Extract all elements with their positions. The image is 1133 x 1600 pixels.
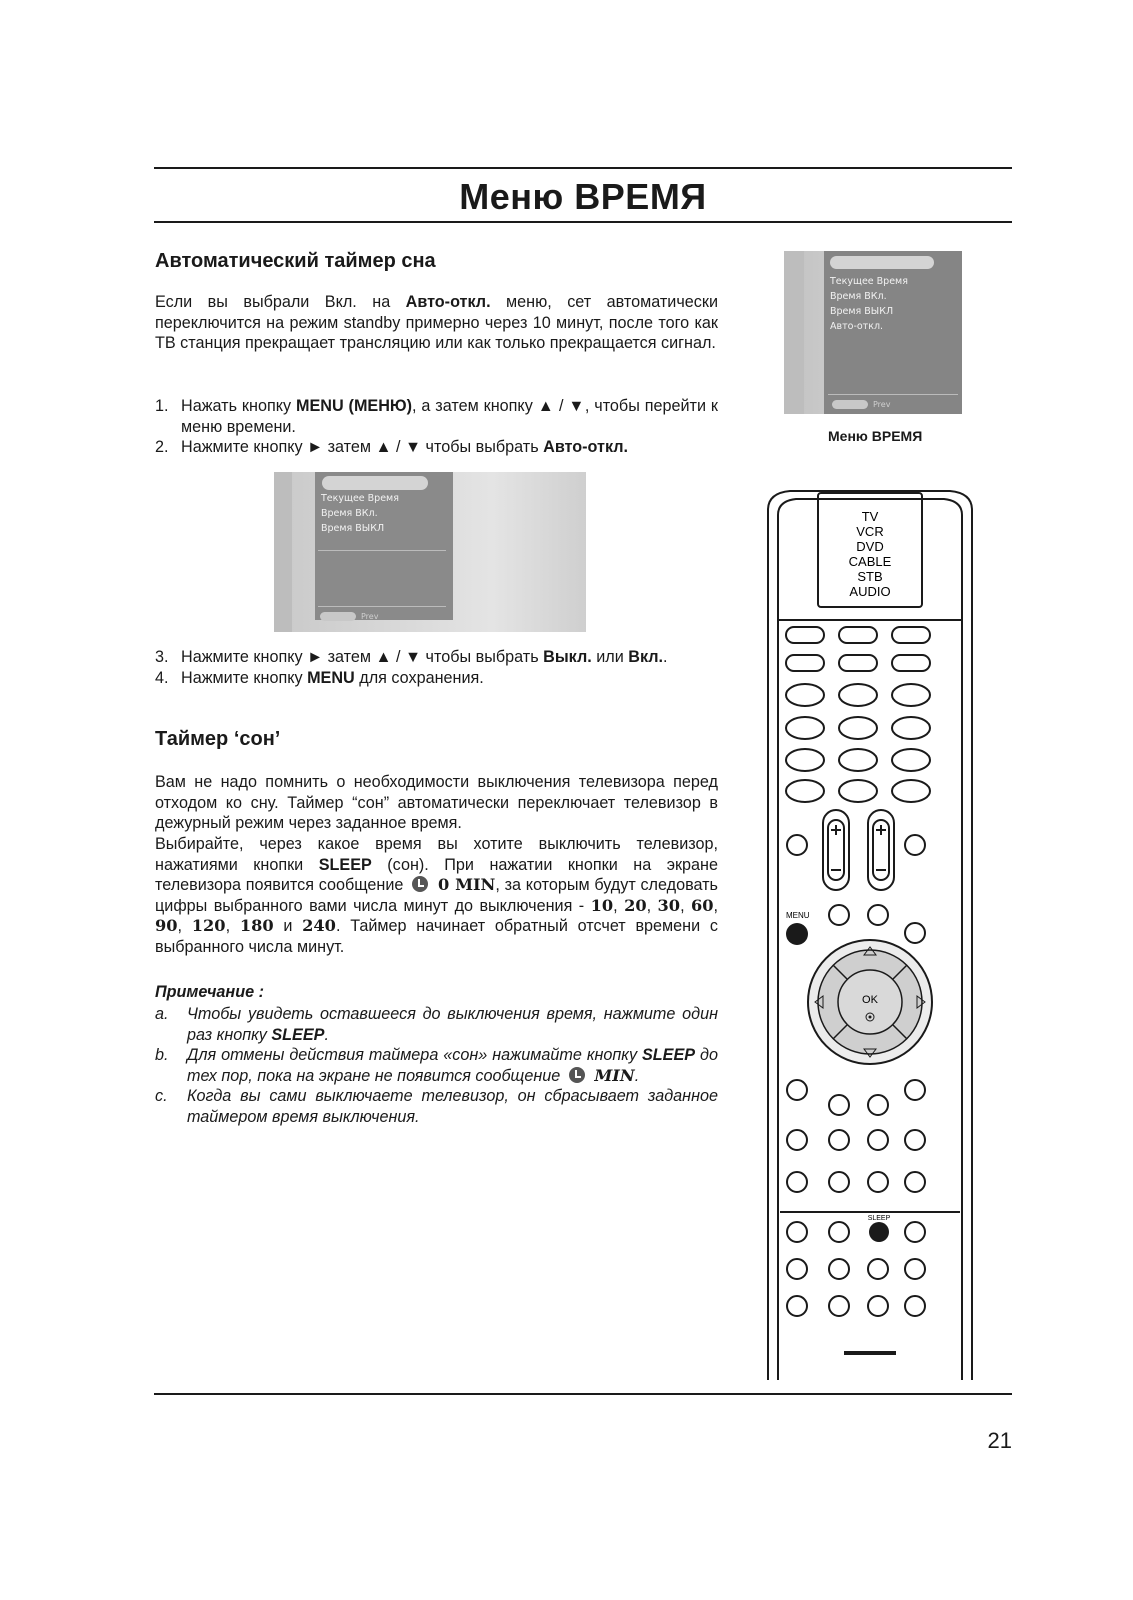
remote-button-icon: [786, 655, 824, 671]
remote-button-icon: [787, 835, 807, 855]
prev-label: Prev: [361, 612, 379, 621]
clock-icon: [569, 1067, 585, 1083]
remote-button-icon: [839, 627, 877, 643]
remote-button-icon: [786, 749, 824, 771]
text-run: .: [324, 1025, 329, 1044]
text-run: , за которым будут следовать цифры выбранного вами числа минут до выключения -: [155, 876, 718, 915]
text-run: .: [634, 1066, 640, 1085]
text-run: ,: [225, 917, 240, 936]
emphasis-text: SLEEP: [318, 855, 372, 874]
remote-mode-label: VCR: [856, 524, 884, 539]
remote-button-icon: [892, 684, 930, 706]
remote-button-icon: [829, 1172, 849, 1192]
emphasis-text: MENU (МЕНЮ): [295, 397, 412, 415]
remote-mode-label: STB: [857, 569, 883, 584]
text-run: Для отмены действия таймера «сон» нажимайте кнопку: [187, 1046, 642, 1065]
prev-button-icon: [320, 612, 356, 621]
list-item: [155, 1086, 718, 1127]
remote-mode-labels: [849, 509, 892, 599]
remote-button-icon: [786, 717, 824, 739]
menu-item: Время ВЫКЛ: [321, 523, 385, 534]
remote-button-icon: [905, 1259, 925, 1279]
remote-button-icon: [905, 1222, 925, 1242]
remote-button-icon: [829, 1222, 849, 1242]
remote-button-icon: [892, 780, 930, 802]
list-item: [155, 647, 718, 668]
list-item-text: [187, 1086, 718, 1127]
menu-item: Текущее Время: [321, 493, 399, 504]
menu-icon-strip: [784, 251, 804, 414]
remote-button-icon: [839, 717, 877, 739]
text-run: (сон). При нажатии кнопки на экране телевизора появится сообщение: [155, 855, 718, 895]
remote-button-icon: [829, 1095, 849, 1115]
remote-button-icon: [787, 1296, 807, 1316]
steps-list-b: [155, 647, 718, 688]
remote-button-icon: [787, 1259, 807, 1279]
emphasis-text: 240: [302, 916, 336, 936]
remote-button-icon: [787, 1172, 807, 1192]
list-item-text: [181, 668, 718, 689]
emphasis-text: 90: [155, 916, 178, 936]
text-run: .: [663, 648, 668, 666]
text-run: до тех пор, пока на экране не появится сообщение: [187, 1046, 718, 1085]
remote-button-icon: [839, 684, 877, 706]
remote-button-icon: [868, 1296, 888, 1316]
remote-button-icon: [786, 780, 824, 802]
text-run: ,: [680, 896, 691, 915]
text-run: и: [273, 917, 303, 936]
list-item-number: 4.: [155, 668, 169, 687]
text-run: Нажмите кнопку ► затем ▲ / ▼ чтобы выбрать: [181, 648, 544, 666]
steps-list-a: [155, 396, 718, 458]
list-item: [155, 396, 718, 437]
emphasis-text: MIN: [588, 1065, 635, 1085]
text-run: ,: [646, 896, 658, 915]
remote-button-icon: [868, 1095, 888, 1115]
remote-button-icon: [829, 1296, 849, 1316]
menu-item: Время ВКл.: [321, 508, 378, 519]
list-item-text: [181, 396, 718, 437]
remote-button-icon: [868, 905, 888, 925]
emphasis-text: Вкл.: [628, 648, 664, 666]
emphasis-text: 20: [624, 895, 647, 915]
remote-button-icon: [868, 1172, 888, 1192]
list-item-text: [181, 647, 718, 668]
emphasis-text: SLEEP: [642, 1046, 696, 1065]
emphasis-text: Авто-откл.: [543, 438, 629, 457]
remote-button-icon: [905, 923, 925, 943]
remote-button-icon: [839, 780, 877, 802]
remote-button-icon: [839, 655, 877, 671]
menu-screenshot-side: [784, 251, 962, 414]
remote-button-icon: [905, 835, 925, 855]
text-run: Нажмите кнопку ► затем ▲ / ▼ чтобы выбрать: [181, 438, 544, 457]
remote-button-icon: [829, 905, 849, 925]
sleep-button-highlight: [869, 1222, 889, 1242]
list-item-number: 1.: [155, 397, 169, 415]
text-run: ,: [713, 896, 719, 915]
remote-button-icon: [892, 749, 930, 771]
text-run: Если вы выбрали Вкл. на: [155, 293, 406, 311]
header-rule-bottom: [154, 221, 1012, 223]
section-heading-sleep-timer: Таймер ‘сон’: [155, 728, 281, 750]
remote-button-icon: [829, 1259, 849, 1279]
remote-button-icon: [786, 627, 824, 643]
remote-menu-label: MENU: [786, 911, 810, 920]
list-item-number: 3.: [155, 648, 169, 666]
text-run: Выбирайте, через какое время вы хотите выключить телевизор, нажатиями кнопки: [155, 835, 718, 874]
list-item-number: b.: [155, 1046, 169, 1065]
menu-item: Время ВКл.: [830, 291, 887, 302]
emphasis-text: 60: [691, 895, 714, 915]
note-title: Примечание :: [155, 983, 264, 1001]
menu-highlight: [322, 476, 428, 490]
remote-button-icon: [829, 1130, 849, 1150]
menu-icon-strip: [274, 472, 292, 632]
remote-button-icon: [892, 627, 930, 643]
list-item-text: [187, 1004, 718, 1045]
remote-mode-label: TV: [861, 509, 879, 524]
list-item: [155, 668, 718, 689]
emphasis-text: 30: [657, 895, 681, 915]
menu-highlight: [830, 256, 934, 269]
ok-label: OK: [862, 994, 878, 1006]
page-number: 21: [987, 1428, 1012, 1453]
emphasis-text: Выкл.: [543, 648, 592, 666]
text-run: Когда вы сами выключаете телевизор, он сбрасывает заданное таймером время выключения.: [187, 1087, 718, 1126]
menu-item: Время ВЫКЛ: [830, 306, 894, 317]
list-item: [155, 1004, 718, 1045]
remote-mode-label: DVD: [856, 539, 884, 554]
emphasis-text: 120: [191, 916, 226, 936]
remote-control-illustration: [760, 485, 980, 1385]
auto-sleep-intro: [155, 292, 718, 354]
menu-screenshot-small: [274, 472, 586, 632]
remote-button-icon: [787, 1222, 807, 1242]
list-item: [155, 1045, 718, 1086]
remote-button-icon: [905, 1296, 925, 1316]
emphasis-text: MENU: [307, 668, 355, 687]
text-run: , а затем кнопку ▲ / ▼, чтобы перейти к меню времени.: [181, 397, 718, 436]
clock-icon: [412, 876, 428, 892]
text-run: ,: [177, 917, 192, 936]
volume-rocker-icon: [823, 810, 849, 890]
notes-list: [155, 1004, 718, 1128]
remote-mode-label: CABLE: [848, 554, 892, 569]
emphasis-text: 180: [239, 916, 274, 936]
text-run: ,: [613, 896, 625, 915]
list-item: [155, 437, 718, 458]
text-run: Нажмите кнопку: [181, 668, 308, 687]
list-item-text: [187, 1045, 718, 1086]
remote-button-icon: [892, 655, 930, 671]
list-item-number: c.: [155, 1087, 168, 1106]
section-heading-auto-sleep: Автоматический таймер сна: [155, 250, 436, 272]
list-item-number: 2.: [155, 438, 169, 457]
prev-label: Prev: [873, 400, 891, 409]
remote-button-icon: [787, 1080, 807, 1100]
list-item-number: a.: [155, 1005, 169, 1023]
menu-item: Текущее Время: [830, 276, 908, 287]
text-run: Чтобы увидеть оставшееся до выключения время, нажмите один раз кнопку: [187, 1005, 718, 1044]
emphasis-text: 0 MIN: [432, 875, 496, 895]
header-rule-top: [154, 167, 1012, 169]
emphasis-text: 10: [590, 895, 614, 915]
sleep-timer-para2: [155, 834, 718, 958]
emphasis-text: Авто-откл.: [405, 293, 491, 311]
list-item-text: [181, 437, 718, 458]
remote-button-icon: [892, 717, 930, 739]
emphasis-text: SLEEP: [271, 1025, 325, 1044]
remote-button-icon: [868, 1130, 888, 1150]
remote-button-icon: [905, 1130, 925, 1150]
remote-button-icon: [905, 1080, 925, 1100]
text-run: Нажать кнопку: [181, 397, 296, 415]
remote-button-icon: [905, 1172, 925, 1192]
text-run: или: [591, 648, 629, 666]
prev-button-icon: [832, 400, 868, 409]
text-run: меню, сет автоматически переключится на режим standby примерно через 10 минут, после того как ТВ станция прекращает трансляцию или как только прекращается сигнал.: [155, 293, 718, 353]
remote-button-icon: [839, 749, 877, 771]
text-run: для сохранения.: [354, 668, 484, 687]
menu-screenshot-caption: Меню ВРЕМЯ: [828, 428, 923, 444]
menu-item: Авто-откл.: [830, 321, 884, 332]
remote-sleep-label: SLEEP: [867, 1215, 891, 1222]
channel-rocker-icon: [868, 810, 894, 890]
sleep-timer-para1: Вам не надо помнить о необходимости выключения телевизора перед отходом ко сну. Таймер “сон” автоматически переключает телевизор в дежурный режим через заданное время.: [155, 773, 718, 833]
menu-button-highlight: [786, 923, 808, 945]
page-title: Меню ВРЕМЯ: [459, 176, 707, 217]
remote-button-icon: [787, 1130, 807, 1150]
footer-rule: [154, 1393, 1012, 1395]
text-run: . Таймер начинает обратный отсчет времени с выбранного числа минут.: [155, 917, 718, 956]
remote-button-icon: [786, 684, 824, 706]
remote-mode-label: AUDIO: [849, 584, 891, 599]
remote-button-icon: [868, 1259, 888, 1279]
navigation-pad-icon: [808, 940, 932, 1064]
